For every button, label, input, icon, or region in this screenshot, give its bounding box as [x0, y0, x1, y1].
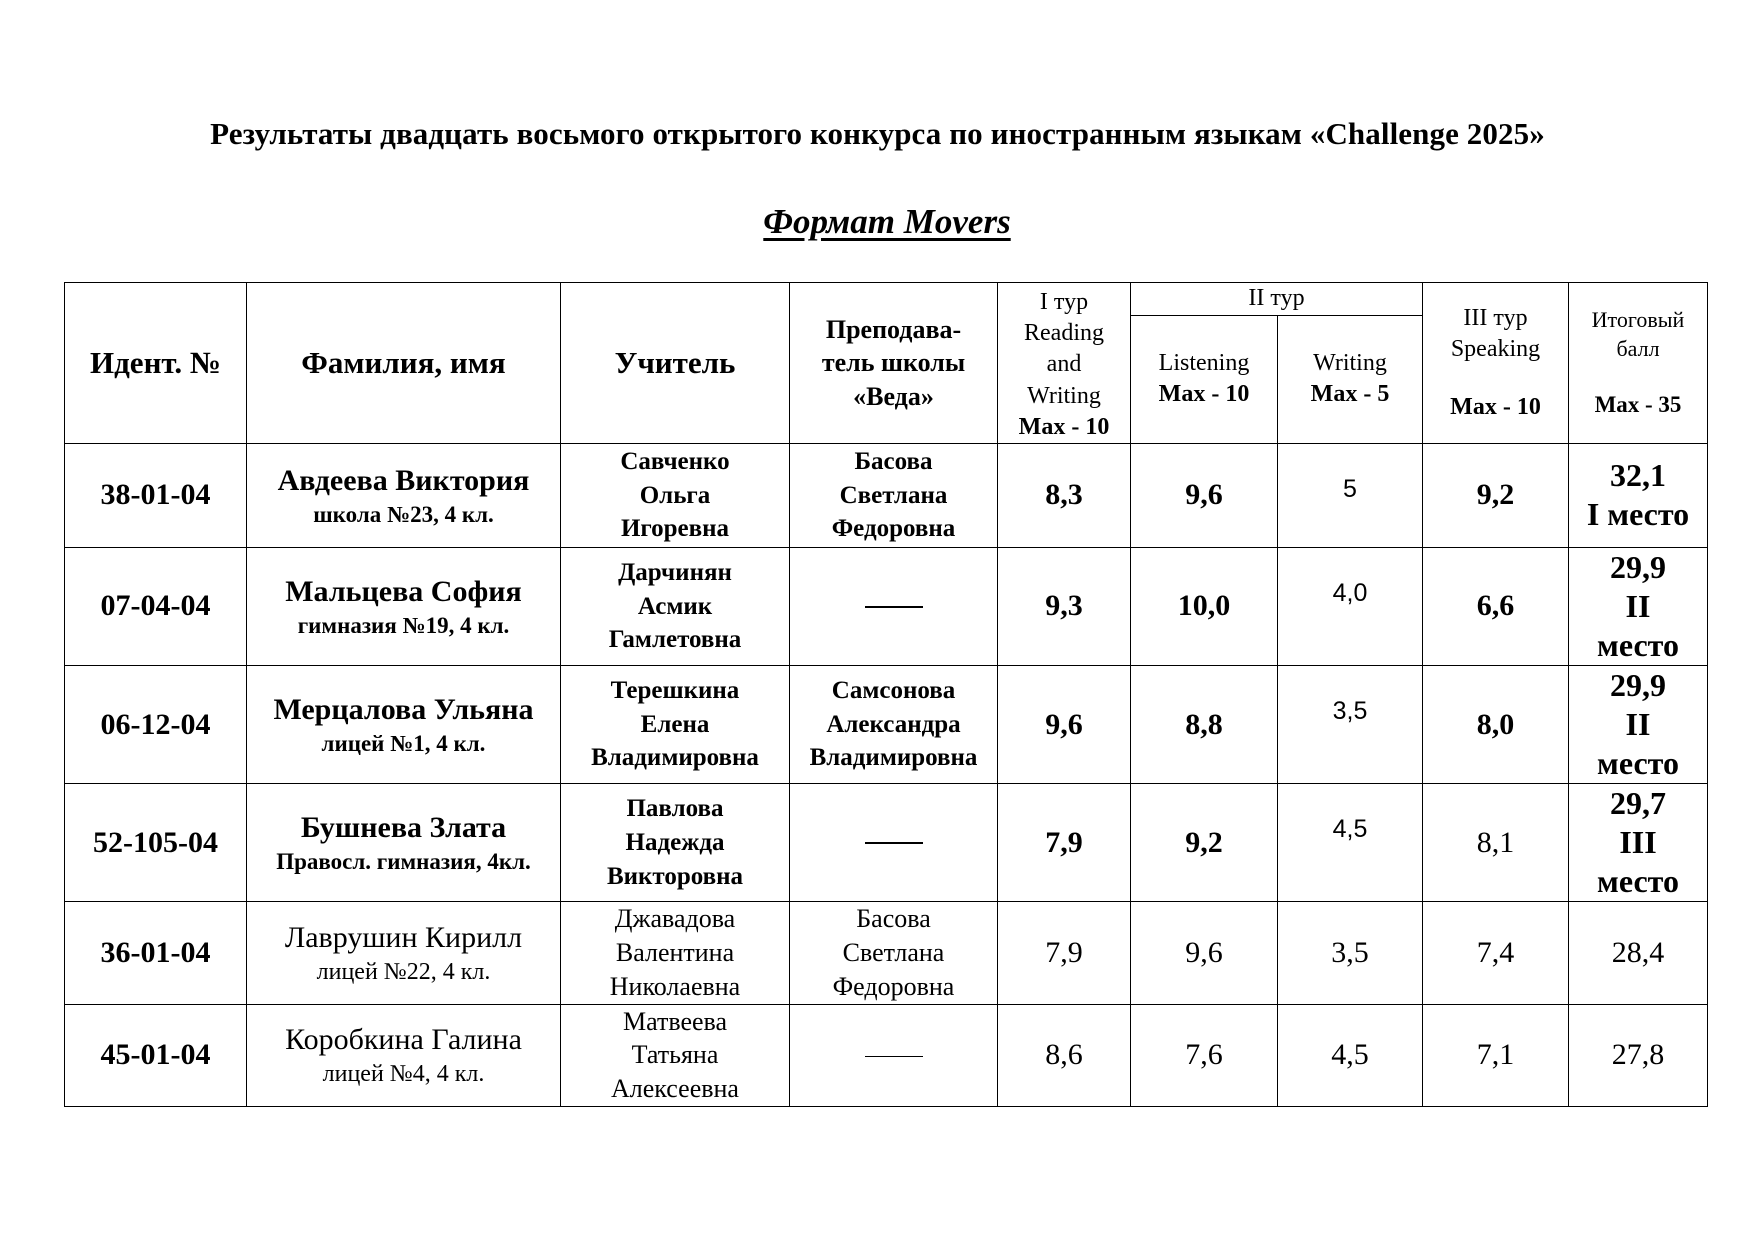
- teacher-line: Надежда: [625, 828, 725, 856]
- format-subtitle: Формат Movers: [763, 202, 1011, 241]
- speaking-score: 8,1: [1423, 784, 1569, 902]
- listening-score: 10,0: [1131, 547, 1278, 665]
- veda-line: Владимировна: [809, 744, 978, 772]
- teacher-cell: [561, 784, 790, 902]
- table-row: [65, 902, 1708, 1004]
- id-cell: 38-01-04: [65, 443, 247, 547]
- teacher-line: Татьяна: [631, 1040, 719, 1070]
- participant-name: Бушнева Злата: [300, 810, 507, 844]
- participant-name: Мальцева София: [285, 574, 522, 608]
- teacher-line: Елена: [640, 710, 710, 738]
- speaking-score: 8,0: [1423, 666, 1569, 784]
- veda-teacher-cell: [790, 443, 998, 547]
- participant-school: Правосл. гимназия, 4кл.: [276, 848, 531, 874]
- participant-name: Мерцалова Ульяна: [273, 692, 534, 726]
- total-line: 32,1: [1610, 457, 1666, 494]
- participant-name: Лаврушин Кирилл: [284, 920, 523, 954]
- teacher-line: Дарчинян: [618, 558, 732, 586]
- listening-score: 9,6: [1131, 902, 1278, 1004]
- listening-score: 9,6: [1131, 443, 1278, 547]
- header-teacher: Учитель: [561, 283, 790, 444]
- teacher-line: Ольга: [639, 481, 711, 509]
- teacher-cell: [561, 1004, 790, 1106]
- header-row: [65, 283, 1708, 316]
- id-cell: 06-12-04: [65, 666, 247, 784]
- total-line: I место: [1586, 496, 1690, 533]
- veda-line: Светлана: [839, 481, 948, 509]
- table-row: [65, 443, 1708, 547]
- participant-school: лицей №4, 4 кл.: [322, 1060, 485, 1087]
- teacher-line: Савченко: [620, 447, 730, 475]
- empty-dash: [865, 842, 923, 844]
- veda-line: Басова: [854, 447, 933, 475]
- total-line: II: [1625, 587, 1651, 624]
- total-line: место: [1597, 627, 1679, 663]
- teacher-line: Викторовна: [606, 862, 744, 890]
- teacher-line: Гамлетовна: [608, 626, 742, 654]
- table-row: [65, 1004, 1708, 1106]
- total-line: III: [1619, 824, 1657, 861]
- total-line: 29,7: [1610, 785, 1666, 822]
- reading-score: 7,9: [998, 902, 1131, 1004]
- teacher-cell: [561, 547, 790, 665]
- total-cell: [1569, 443, 1708, 547]
- reading-score: 8,6: [998, 1004, 1131, 1106]
- results-table: [64, 282, 1708, 1107]
- speaking-score: 7,4: [1423, 902, 1569, 1004]
- writing-score: 4,0: [1278, 547, 1423, 665]
- teacher-line: Терешкина: [610, 676, 740, 704]
- total-line: 28,4: [1611, 935, 1665, 969]
- reading-score: 7,9: [998, 784, 1131, 902]
- teacher-line: Матвеева: [622, 1006, 728, 1036]
- veda-line: Басова: [856, 904, 931, 934]
- total-line: место: [1597, 745, 1679, 782]
- header-tour2: II тур: [1131, 283, 1423, 316]
- header-tour3: III тур Speaking Max - 10: [1423, 283, 1569, 444]
- veda-teacher-cell: [790, 666, 998, 784]
- reading-score: 8,3: [998, 443, 1131, 547]
- table-row: [65, 784, 1708, 902]
- participant-school: лицей №1, 4 кл.: [321, 730, 486, 756]
- writing-score: 5: [1278, 443, 1423, 547]
- header-listening: Listening Max - 10: [1131, 315, 1278, 443]
- total-line: 29,9: [1610, 548, 1666, 585]
- veda-line: Светлана: [842, 938, 945, 968]
- total-cell: [1569, 1004, 1708, 1106]
- participant-school: лицей №22, 4 кл.: [316, 958, 491, 985]
- id-cell: 52-105-04: [65, 784, 247, 902]
- header-writing: Writing Max - 5: [1278, 315, 1423, 443]
- teacher-line: Джавадова: [614, 904, 736, 934]
- total-line: 29,9: [1610, 667, 1666, 704]
- veda-line: Федоровна: [832, 971, 955, 1001]
- writing-score: 4,5: [1278, 784, 1423, 902]
- total-cell: [1569, 784, 1708, 902]
- total-line: II: [1625, 706, 1651, 743]
- reading-score: 9,6: [998, 666, 1131, 784]
- teacher-cell: [561, 666, 790, 784]
- speaking-score: 7,1: [1423, 1004, 1569, 1106]
- id-cell: 45-01-04: [65, 1004, 247, 1106]
- veda-teacher-cell: [790, 902, 998, 1004]
- teacher-cell: [561, 443, 790, 547]
- speaking-score: 6,6: [1423, 547, 1569, 665]
- total-line: место: [1597, 863, 1679, 900]
- reading-score: 9,3: [998, 547, 1131, 665]
- participant-name: Авдеева Виктория: [277, 463, 530, 497]
- participant-name: Коробкина Галина: [285, 1022, 522, 1056]
- id-cell: 36-01-04: [65, 902, 247, 1004]
- teacher-cell: [561, 902, 790, 1004]
- table-row: [65, 547, 1708, 665]
- total-cell: [1569, 666, 1708, 784]
- listening-score: 8,8: [1131, 666, 1278, 784]
- teacher-line: Владимировна: [591, 744, 759, 772]
- total-line: 27,8: [1611, 1038, 1665, 1072]
- participant-cell: [247, 902, 561, 1004]
- header-name: Фамилия, имя: [247, 283, 561, 444]
- participant-school: гимназия №19, 4 кл.: [297, 612, 510, 638]
- participant-cell: [247, 784, 561, 902]
- veda-line: Самсонова: [831, 676, 956, 704]
- participant-cell: [247, 547, 561, 665]
- total-cell: [1569, 902, 1708, 1004]
- participant-cell: [247, 443, 561, 547]
- teacher-line: Асмик: [637, 592, 713, 620]
- participant-cell: [247, 1004, 561, 1106]
- writing-score: 3,5: [1278, 666, 1423, 784]
- teacher-line: Игоревна: [620, 515, 730, 543]
- veda-teacher-cell: [790, 547, 998, 665]
- header-id: Идент. №: [65, 283, 247, 444]
- teacher-line: Валентина: [615, 938, 735, 968]
- table-row: [65, 666, 1708, 784]
- teacher-line: Павлова: [626, 795, 724, 823]
- listening-score: 9,2: [1131, 784, 1278, 902]
- participant-school: школа №23, 4 кл.: [313, 501, 494, 527]
- speaking-score: 9,2: [1423, 443, 1569, 547]
- listening-score: 7,6: [1131, 1004, 1278, 1106]
- teacher-line: Николаевна: [609, 971, 741, 1001]
- empty-dash: [865, 1056, 923, 1057]
- header-tour1: I тур Reading and Writing Max - 10: [998, 283, 1131, 444]
- header-total: Итоговый балл Max - 35: [1569, 283, 1708, 444]
- total-cell: [1569, 547, 1708, 665]
- document-title: Результаты двадцать восьмого открытого конкурса по иностранным языкам «Challenge 2025»: [210, 116, 1545, 151]
- writing-score: 4,5: [1278, 1004, 1423, 1106]
- id-cell: 07-04-04: [65, 547, 247, 665]
- veda-teacher-cell: [790, 1004, 998, 1106]
- teacher-line: Алексеевна: [611, 1074, 739, 1104]
- empty-dash: [865, 606, 923, 608]
- participant-cell: [247, 666, 561, 784]
- veda-line: Александра: [826, 710, 961, 738]
- veda-teacher-cell: [790, 784, 998, 902]
- writing-score: 3,5: [1278, 902, 1423, 1004]
- veda-line: Федоровна: [831, 515, 956, 543]
- header-veda-teacher: Преподава- тель школы «Веда»: [790, 283, 998, 444]
